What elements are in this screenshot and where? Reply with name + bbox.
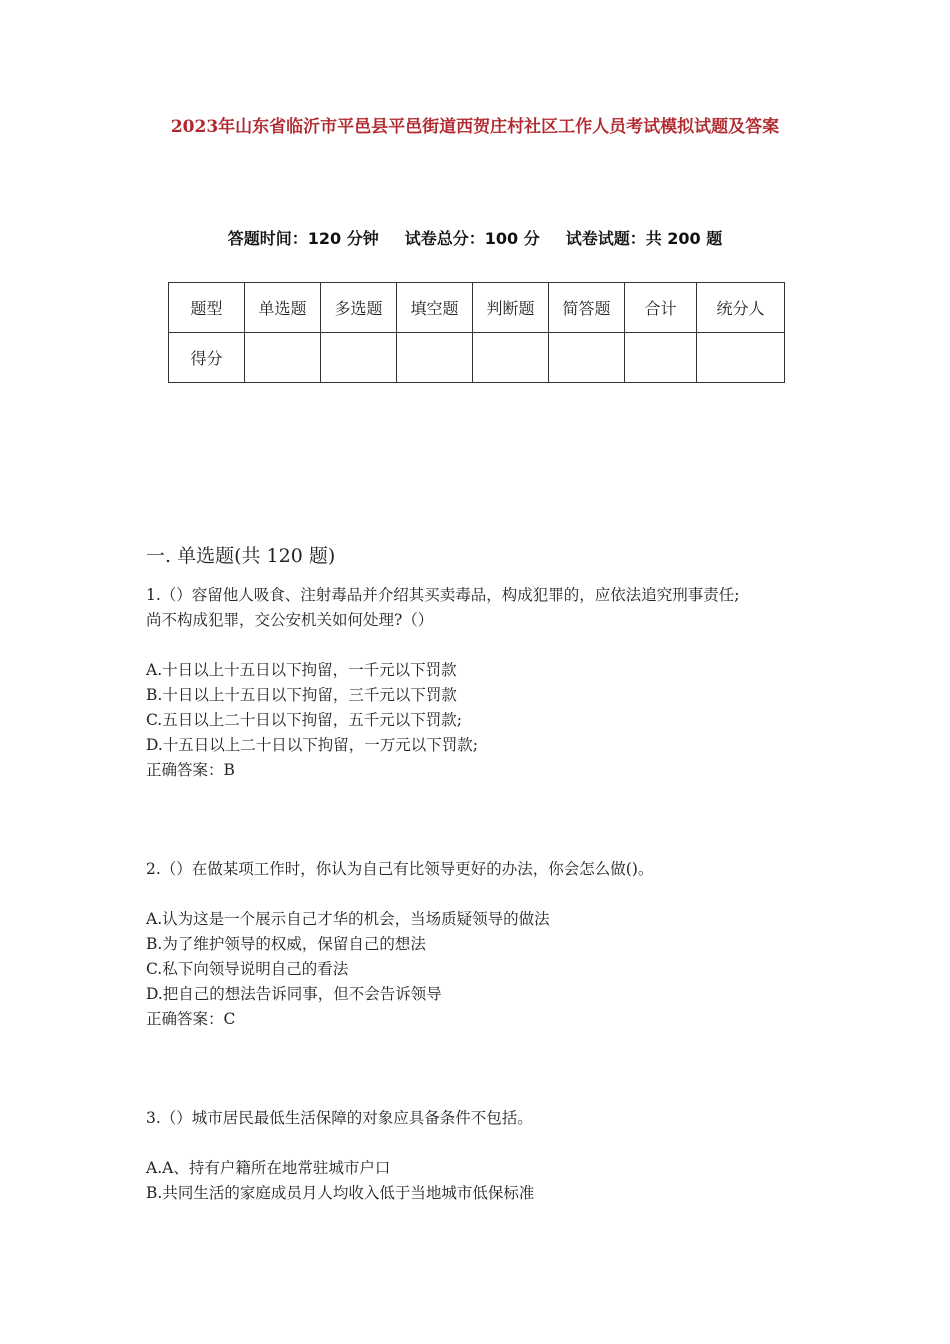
score-cell	[625, 333, 697, 383]
section-heading: 一. 单选题(共 120 题)	[146, 545, 336, 567]
score-row-label: 得分	[169, 333, 245, 383]
score-table	[168, 282, 785, 383]
option-b: B.共同生活的家庭成员月人均收入低于当地城市低保标准	[146, 1184, 535, 1202]
document-title: 2023年山东省临沂市平邑县平邑街道西贺庄村社区工作人员考试模拟试题及答案	[170, 117, 780, 137]
exam-meta	[0, 226, 950, 249]
option-list	[146, 658, 826, 758]
option-a: A.A、持有户籍所在地常驻城市户口	[146, 1159, 391, 1177]
score-cell	[549, 333, 625, 383]
option-b: B.为了维护领导的权威，保留自己的想法	[146, 935, 426, 953]
score-cell	[473, 333, 549, 383]
option-a: A.十日以上十五日以下拘留，一千元以下罚款	[146, 661, 457, 679]
option-c: C.五日以上二十日以下拘留，五千元以下罚款;	[146, 711, 462, 729]
option-d: D.十五日以上二十日以下拘留，一万元以下罚款;	[146, 736, 479, 754]
score-table-header-cell: 单选题	[245, 283, 321, 333]
option-c: C.私下向领导说明自己的看法	[146, 960, 349, 978]
score-table-score-row	[169, 333, 785, 383]
score-cell	[321, 333, 397, 383]
question-1	[146, 583, 826, 783]
question-stem: 1.（）容留他人吸食、注射毒品并介绍其买卖毒品，构成犯罪的，应依法追究刑事责任;	[146, 586, 740, 604]
score-table-header-cell: 简答题	[549, 283, 625, 333]
option-d: D.把自己的想法告诉同事，但不会告诉领导	[146, 985, 442, 1003]
score-cell	[245, 333, 321, 383]
option-list	[146, 907, 826, 1007]
option-b: B.十日以上十五日以下拘留，三千元以下罚款	[146, 686, 457, 704]
exam-time: 答题时间：120 分钟	[227, 229, 379, 248]
score-table-header-cell: 判断题	[473, 283, 549, 333]
exam-total-score: 试卷总分：100 分	[404, 229, 540, 248]
question-3	[146, 1106, 826, 1206]
score-table-header-cell: 题型	[169, 283, 245, 333]
exam-question-count: 试卷试题：共 200 题	[565, 229, 723, 248]
score-table-header-row	[169, 283, 785, 333]
question-stem: 3.（）城市居民最低生活保障的对象应具备条件不包括。	[146, 1109, 533, 1127]
score-cell	[397, 333, 473, 383]
score-table-header-cell: 多选题	[321, 283, 397, 333]
score-table-header-cell: 填空题	[397, 283, 473, 333]
score-table-header-cell: 合计	[625, 283, 697, 333]
option-a: A.认为这是一个展示自己才华的机会，当场质疑领导的做法	[146, 910, 550, 928]
question-stem: 2.（）在做某项工作时，你认为自己有比领导更好的办法，你会怎么做()。	[146, 860, 654, 878]
score-cell	[697, 333, 785, 383]
option-list	[146, 1156, 826, 1206]
question-2	[146, 857, 826, 1032]
correct-answer: 正确答案：C	[146, 1010, 236, 1028]
score-table-header-cell: 统分人	[697, 283, 785, 333]
correct-answer: 正确答案：B	[146, 761, 235, 779]
question-stem: 尚不构成犯罪，交公安机关如何处理?（）	[146, 611, 434, 629]
